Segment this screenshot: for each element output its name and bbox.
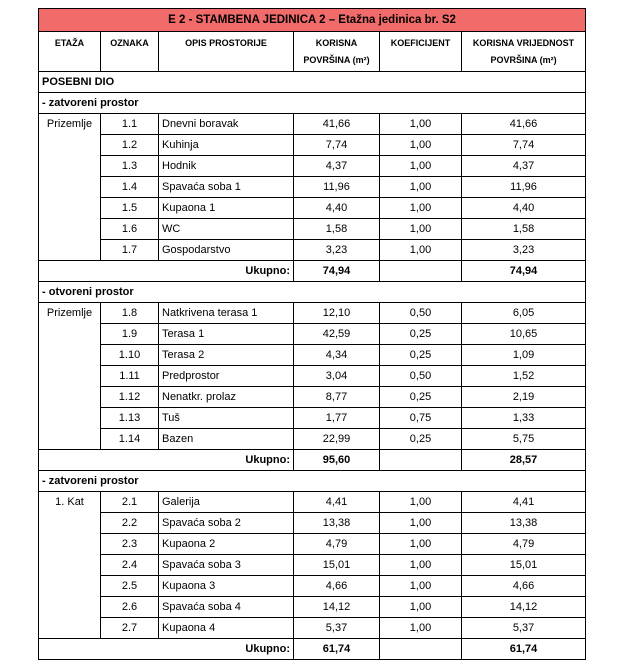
vrijednost-cell: 1,58 bbox=[462, 219, 586, 240]
opis-cell: Galerija bbox=[159, 492, 294, 513]
opis-cell: Spavaća soba 1 bbox=[159, 177, 294, 198]
oznaka-cell: 1.13 bbox=[101, 408, 159, 429]
povrsina-cell: 15,01 bbox=[294, 555, 380, 576]
koeficijent-cell: 1,00 bbox=[380, 219, 462, 240]
header-row bbox=[39, 32, 586, 72]
vrijednost-cell: 7,74 bbox=[462, 135, 586, 156]
oznaka-cell: 2.5 bbox=[101, 576, 159, 597]
table-row bbox=[39, 555, 586, 576]
oznaka-cell: 1.1 bbox=[101, 114, 159, 135]
opis-cell: Kupaona 3 bbox=[159, 576, 294, 597]
opis-cell: Terasa 1 bbox=[159, 324, 294, 345]
total-koef-empty bbox=[380, 450, 462, 471]
oznaka-cell: 1.8 bbox=[101, 303, 159, 324]
total-koef-empty bbox=[380, 639, 462, 660]
header-korisna-vrijednost bbox=[462, 32, 586, 72]
oznaka-cell: 1.6 bbox=[101, 219, 159, 240]
table-title: E 2 - STAMBENA JEDINICA 2 – Etažna jedinica br. S2 bbox=[39, 9, 586, 32]
table-row bbox=[39, 324, 586, 345]
total-label: Ukupno: bbox=[39, 261, 294, 282]
vrijednost-cell: 2,19 bbox=[462, 387, 586, 408]
table-row bbox=[39, 114, 586, 135]
subsection-title: - zatvoreni prostor bbox=[39, 93, 586, 114]
oznaka-cell: 2.1 bbox=[101, 492, 159, 513]
subsection-title: - otvoreni prostor bbox=[39, 282, 586, 303]
koeficijent-cell: 1,00 bbox=[380, 492, 462, 513]
etaza-cell: Prizemlje bbox=[39, 114, 101, 261]
table-row bbox=[39, 429, 586, 450]
povrsina-cell: 3,04 bbox=[294, 366, 380, 387]
povrsina-cell: 42,59 bbox=[294, 324, 380, 345]
vrijednost-cell: 3,23 bbox=[462, 240, 586, 261]
oznaka-cell: 2.2 bbox=[101, 513, 159, 534]
total-label: Ukupno: bbox=[39, 450, 294, 471]
povrsina-cell: 1,77 bbox=[294, 408, 380, 429]
povrsina-cell: 22,99 bbox=[294, 429, 380, 450]
povrsina-cell: 13,38 bbox=[294, 513, 380, 534]
oznaka-cell: 1.7 bbox=[101, 240, 159, 261]
total-vrijednost: 28,57 bbox=[462, 450, 586, 471]
oznaka-cell: 1.4 bbox=[101, 177, 159, 198]
opis-cell: Terasa 2 bbox=[159, 345, 294, 366]
table-row bbox=[39, 366, 586, 387]
table-row bbox=[39, 219, 586, 240]
vrijednost-cell: 6,05 bbox=[462, 303, 586, 324]
vrijednost-cell: 1,52 bbox=[462, 366, 586, 387]
oznaka-cell: 1.12 bbox=[101, 387, 159, 408]
povrsina-cell: 3,23 bbox=[294, 240, 380, 261]
oznaka-cell: 1.11 bbox=[101, 366, 159, 387]
oznaka-cell: 1.10 bbox=[101, 345, 159, 366]
total-vrijednost: 74,94 bbox=[462, 261, 586, 282]
koeficijent-cell: 1,00 bbox=[380, 114, 462, 135]
header-etaza: ETAŽA bbox=[39, 32, 101, 72]
oznaka-cell: 1.2 bbox=[101, 135, 159, 156]
povrsina-cell: 4,40 bbox=[294, 198, 380, 219]
opis-cell: Spavaća soba 2 bbox=[159, 513, 294, 534]
povrsina-cell: 12,10 bbox=[294, 303, 380, 324]
oznaka-cell: 1.9 bbox=[101, 324, 159, 345]
table-row bbox=[39, 408, 586, 429]
total-povrsina: 74,94 bbox=[294, 261, 380, 282]
opis-cell: Kupaona 2 bbox=[159, 534, 294, 555]
table-row bbox=[39, 387, 586, 408]
oznaka-cell: 2.3 bbox=[101, 534, 159, 555]
vrijednost-cell: 13,38 bbox=[462, 513, 586, 534]
vrijednost-cell: 1,33 bbox=[462, 408, 586, 429]
opis-cell: Bazen bbox=[159, 429, 294, 450]
total-row bbox=[39, 639, 586, 660]
koeficijent-cell: 0,25 bbox=[380, 387, 462, 408]
koeficijent-cell: 1,00 bbox=[380, 198, 462, 219]
header-opis: OPIS PROSTORIJE bbox=[159, 32, 294, 72]
koeficijent-cell: 0,25 bbox=[380, 429, 462, 450]
opis-cell: Tuš bbox=[159, 408, 294, 429]
header-koeficijent: KOEFICIJENT bbox=[380, 32, 462, 72]
table-row bbox=[39, 177, 586, 198]
koeficijent-cell: 0,75 bbox=[380, 408, 462, 429]
koeficijent-cell: 1,00 bbox=[380, 618, 462, 639]
total-row bbox=[39, 450, 586, 471]
vrijednost-cell: 15,01 bbox=[462, 555, 586, 576]
table-row bbox=[39, 492, 586, 513]
total-povrsina: 95,60 bbox=[294, 450, 380, 471]
vrijednost-cell: 4,41 bbox=[462, 492, 586, 513]
subsection-row bbox=[39, 93, 586, 114]
povrsina-cell: 1,58 bbox=[294, 219, 380, 240]
opis-cell: Kupaona 4 bbox=[159, 618, 294, 639]
oznaka-cell: 1.5 bbox=[101, 198, 159, 219]
vrijednost-cell: 5,75 bbox=[462, 429, 586, 450]
povrsina-cell: 41,66 bbox=[294, 114, 380, 135]
povrsina-cell: 8,77 bbox=[294, 387, 380, 408]
vrijednost-cell: 14,12 bbox=[462, 597, 586, 618]
table-row bbox=[39, 135, 586, 156]
vrijednost-cell: 10,65 bbox=[462, 324, 586, 345]
table-row bbox=[39, 534, 586, 555]
header-kv-line2: POVRŠINA (m²) bbox=[490, 55, 557, 65]
povrsina-cell: 11,96 bbox=[294, 177, 380, 198]
opis-cell: Kupaona 1 bbox=[159, 198, 294, 219]
povrsina-cell: 4,66 bbox=[294, 576, 380, 597]
vrijednost-cell: 5,37 bbox=[462, 618, 586, 639]
povrsina-cell: 4,34 bbox=[294, 345, 380, 366]
header-korisna-line1: KORISNA bbox=[315, 38, 358, 48]
header-korisna-povrsina bbox=[294, 32, 380, 72]
table-row bbox=[39, 240, 586, 261]
oznaka-cell: 2.4 bbox=[101, 555, 159, 576]
header-kv-line1: KORISNA VRIJEDNOST bbox=[472, 38, 575, 48]
header-oznaka: OZNAKA bbox=[101, 32, 159, 72]
koeficijent-cell: 0,25 bbox=[380, 324, 462, 345]
opis-cell: Predprostor bbox=[159, 366, 294, 387]
vrijednost-cell: 4,40 bbox=[462, 198, 586, 219]
table-row bbox=[39, 198, 586, 219]
koeficijent-cell: 1,00 bbox=[380, 555, 462, 576]
povrsina-cell: 4,41 bbox=[294, 492, 380, 513]
oznaka-cell: 1.14 bbox=[101, 429, 159, 450]
table-row bbox=[39, 513, 586, 534]
subsection-row bbox=[39, 471, 586, 492]
total-label: Ukupno: bbox=[39, 639, 294, 660]
oznaka-cell: 2.6 bbox=[101, 597, 159, 618]
koeficijent-cell: 0,50 bbox=[380, 303, 462, 324]
opis-cell: Kuhinja bbox=[159, 135, 294, 156]
oznaka-cell: 1.3 bbox=[101, 156, 159, 177]
koeficijent-cell: 0,50 bbox=[380, 366, 462, 387]
koeficijent-cell: 1,00 bbox=[380, 597, 462, 618]
header-korisna-line2: POVRŠINA (m²) bbox=[303, 55, 370, 65]
opis-cell: Gospodarstvo bbox=[159, 240, 294, 261]
vrijednost-cell: 4,79 bbox=[462, 534, 586, 555]
table-body bbox=[39, 9, 586, 660]
title-row bbox=[39, 9, 586, 32]
table-row bbox=[39, 618, 586, 639]
koeficijent-cell: 1,00 bbox=[380, 135, 462, 156]
vrijednost-cell: 1,09 bbox=[462, 345, 586, 366]
povrsina-cell: 7,74 bbox=[294, 135, 380, 156]
povrsina-cell: 14,12 bbox=[294, 597, 380, 618]
vrijednost-cell: 4,66 bbox=[462, 576, 586, 597]
section-row bbox=[39, 72, 586, 93]
koeficijent-cell: 1,00 bbox=[380, 534, 462, 555]
opis-cell: Spavaća soba 3 bbox=[159, 555, 294, 576]
etaza-cell: Prizemlje bbox=[39, 303, 101, 450]
povrsina-cell: 5,37 bbox=[294, 618, 380, 639]
koeficijent-cell: 1,00 bbox=[380, 576, 462, 597]
table-row bbox=[39, 303, 586, 324]
opis-cell: Spavaća soba 4 bbox=[159, 597, 294, 618]
povrsina-cell: 4,79 bbox=[294, 534, 380, 555]
koeficijent-cell: 1,00 bbox=[380, 177, 462, 198]
povrsina-cell: 4,37 bbox=[294, 156, 380, 177]
total-vrijednost: 61,74 bbox=[462, 639, 586, 660]
total-povrsina: 61,74 bbox=[294, 639, 380, 660]
koeficijent-cell: 1,00 bbox=[380, 240, 462, 261]
subsection-row bbox=[39, 282, 586, 303]
table-row bbox=[39, 156, 586, 177]
koeficijent-cell: 1,00 bbox=[380, 513, 462, 534]
table-row bbox=[39, 597, 586, 618]
opis-cell: Natkrivena terasa 1 bbox=[159, 303, 294, 324]
oznaka-cell: 2.7 bbox=[101, 618, 159, 639]
opis-cell: Nenatkr. prolaz bbox=[159, 387, 294, 408]
opis-cell: Hodnik bbox=[159, 156, 294, 177]
total-row bbox=[39, 261, 586, 282]
opis-cell: Dnevni boravak bbox=[159, 114, 294, 135]
area-table bbox=[38, 8, 586, 660]
total-koef-empty bbox=[380, 261, 462, 282]
etaza-cell: 1. Kat bbox=[39, 492, 101, 639]
opis-cell: WC bbox=[159, 219, 294, 240]
koeficijent-cell: 1,00 bbox=[380, 156, 462, 177]
vrijednost-cell: 11,96 bbox=[462, 177, 586, 198]
subsection-title: - zatvoreni prostor bbox=[39, 471, 586, 492]
koeficijent-cell: 0,25 bbox=[380, 345, 462, 366]
table-row bbox=[39, 576, 586, 597]
table-row bbox=[39, 345, 586, 366]
vrijednost-cell: 4,37 bbox=[462, 156, 586, 177]
section-title: POSEBNI DIO bbox=[39, 72, 586, 93]
vrijednost-cell: 41,66 bbox=[462, 114, 586, 135]
